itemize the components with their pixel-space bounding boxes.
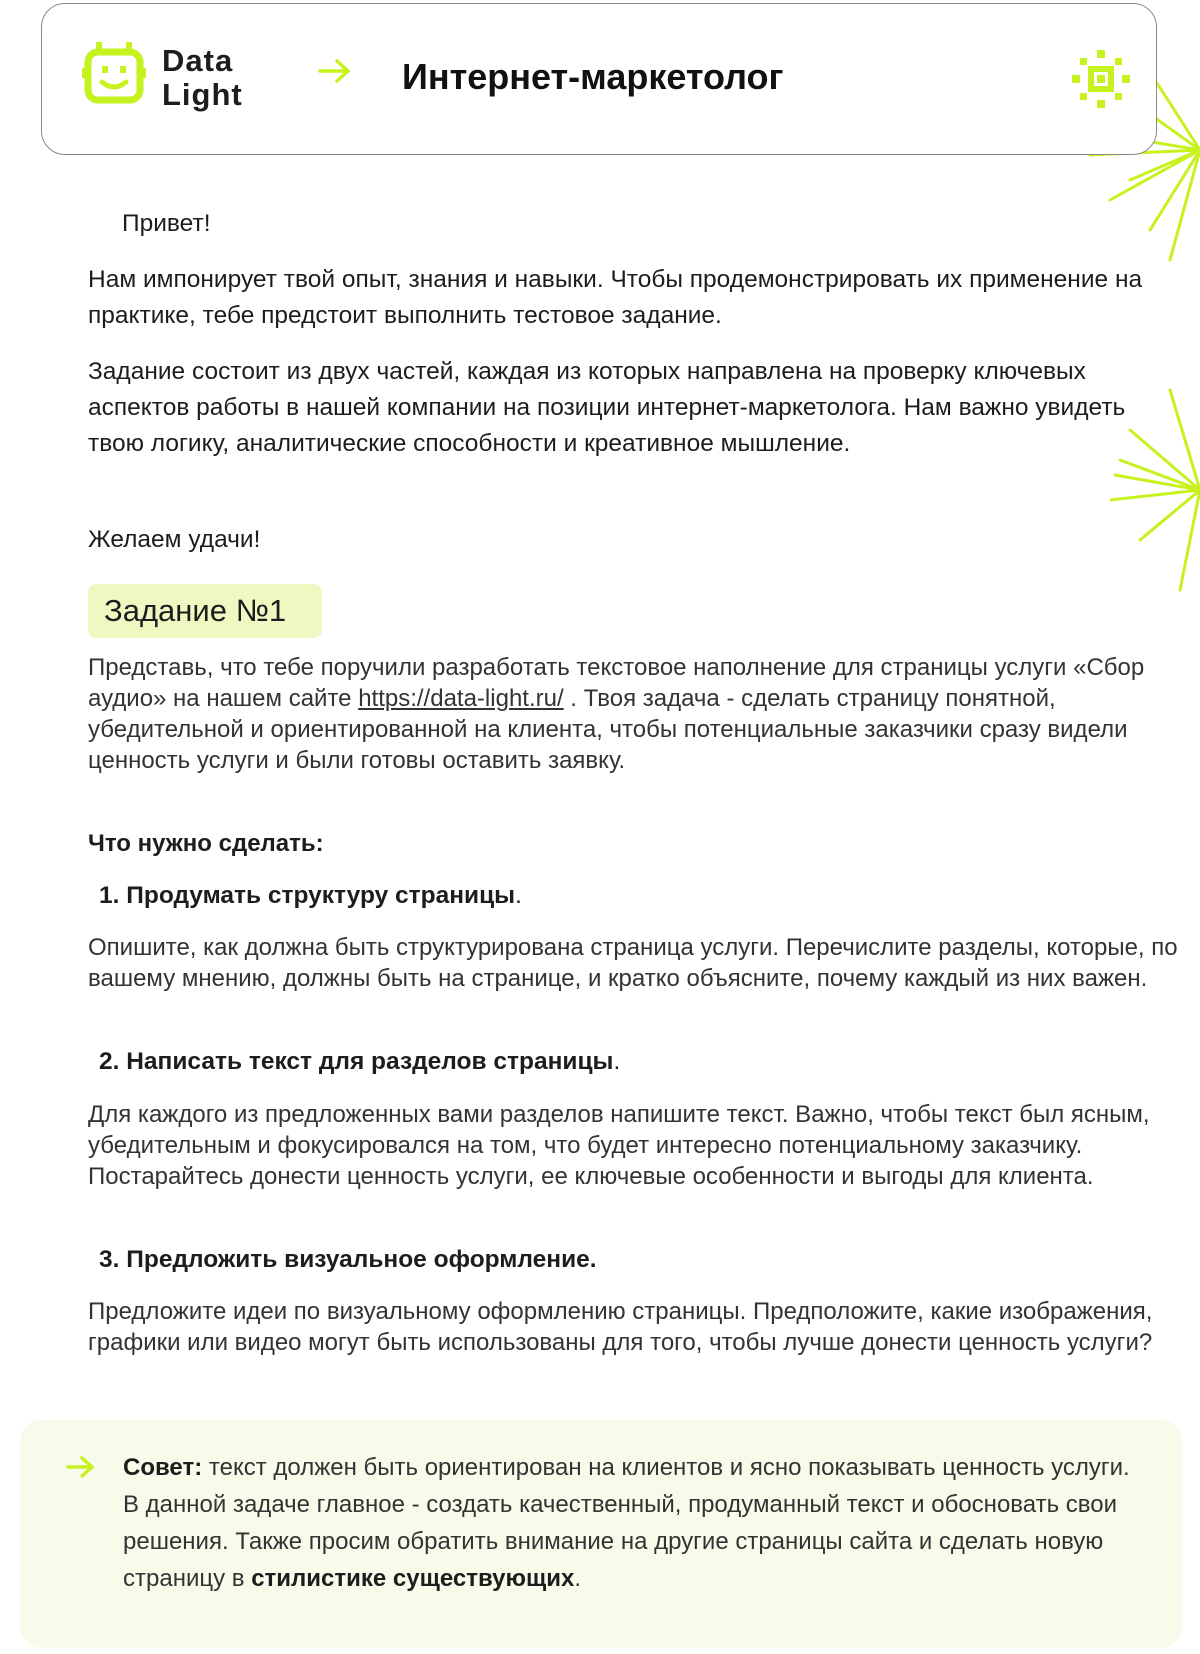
logo-line-2: Light <box>162 77 243 112</box>
robot-logo-icon <box>82 40 146 108</box>
tip-body: текст должен быть ориентирован на клиентов и ясно показывать ценность услуги. В данной задаче главное - создать качественный, продуманный текст и обосновать свои решения. Также просим обратить внимание на другие страницы сайта и сделать новую страницу в <box>123 1454 1130 1592</box>
intro-paragraph-3: Желаем удачи! <box>88 526 261 553</box>
tip-end: . <box>574 1565 582 1592</box>
pixel-gear-icon <box>1072 50 1130 108</box>
step-3-label: 3. Предложить визуальное оформление. <box>99 1246 597 1273</box>
step-2-label: 2. Написать текст для разделов страницы <box>99 1048 614 1075</box>
intro-paragraph-2: Задание состоит из двух частей, каждая из которых направлена на проверку ключевых аспектов работы в нашей компании на позиции интернет-маркетолога. Нам важно увидеть твою логику, аналитические способности и креативное мышление. <box>88 358 1126 457</box>
intro-paragraph-1: Нам импонирует твой опыт, знания и навыки. Чтобы продемонстрировать их применение на практике, тебе предстоит выполнить тестовое задание. <box>88 266 1143 329</box>
tip-label: Совет: <box>123 1454 203 1481</box>
step-3-heading <box>99 1244 597 1276</box>
page-title: Интернет-маркетолог <box>402 56 784 97</box>
step-1-heading <box>99 880 522 912</box>
logo-line-1: Data <box>162 43 234 78</box>
arrow-right-icon <box>66 1455 96 1479</box>
header-card <box>41 3 1157 155</box>
task-description-end: . Твоя задача - сделать страницу понятной, убедительной и ориентированной на клиента, чтобы потенциальные заказчики сразу видели ценность услуги и были готовы оставить заявку. <box>88 685 1128 774</box>
step-1-text: Опишите, как должна быть структурирована страница услуги. Перечислите разделы, которые, по вашему мнению, должны быть на странице, и кратко объясните, почему каждый из них важен. <box>88 934 1178 992</box>
step-2-text: Для каждого из предложенных вами разделов напишите текст. Важно, чтобы текст был ясным, убедительным и фокусировался на том, что будет интересно потенциальному заказчику. Постарайтесь донести ценность услуги, ее ключевые особенности и выгоды для клиента. <box>88 1101 1150 1190</box>
task-badge: Задание №1 <box>88 584 322 638</box>
tip-text <box>123 1449 1133 1597</box>
todo-heading: Что нужно сделать: <box>88 830 324 857</box>
task-description <box>88 652 1148 776</box>
step-2-heading <box>99 1046 620 1078</box>
step-1-dot: . <box>515 882 522 909</box>
site-link[interactable]: https://data-light.ru/ <box>358 685 564 712</box>
tip-emphasis: стилистике существующих <box>251 1565 575 1592</box>
logo-wordmark <box>162 44 243 112</box>
task-description-start: Представь, что тебе поручили разработать текстовое наполнение для страницы услуги «Сбор аудио» на нашем сайте <box>88 654 1145 712</box>
step-3-text: Предложите идеи по визуальному оформлению страницы. Предположите, какие изображения, графики или видео могут быть использованы для того, чтобы лучше донести ценность услуги? <box>88 1298 1153 1356</box>
step-1-label: 1. Продумать структуру страницы <box>99 882 516 909</box>
arrow-right-icon <box>318 58 352 84</box>
step-2-dot: . <box>613 1048 621 1075</box>
greeting-text: Привет! <box>122 210 211 237</box>
